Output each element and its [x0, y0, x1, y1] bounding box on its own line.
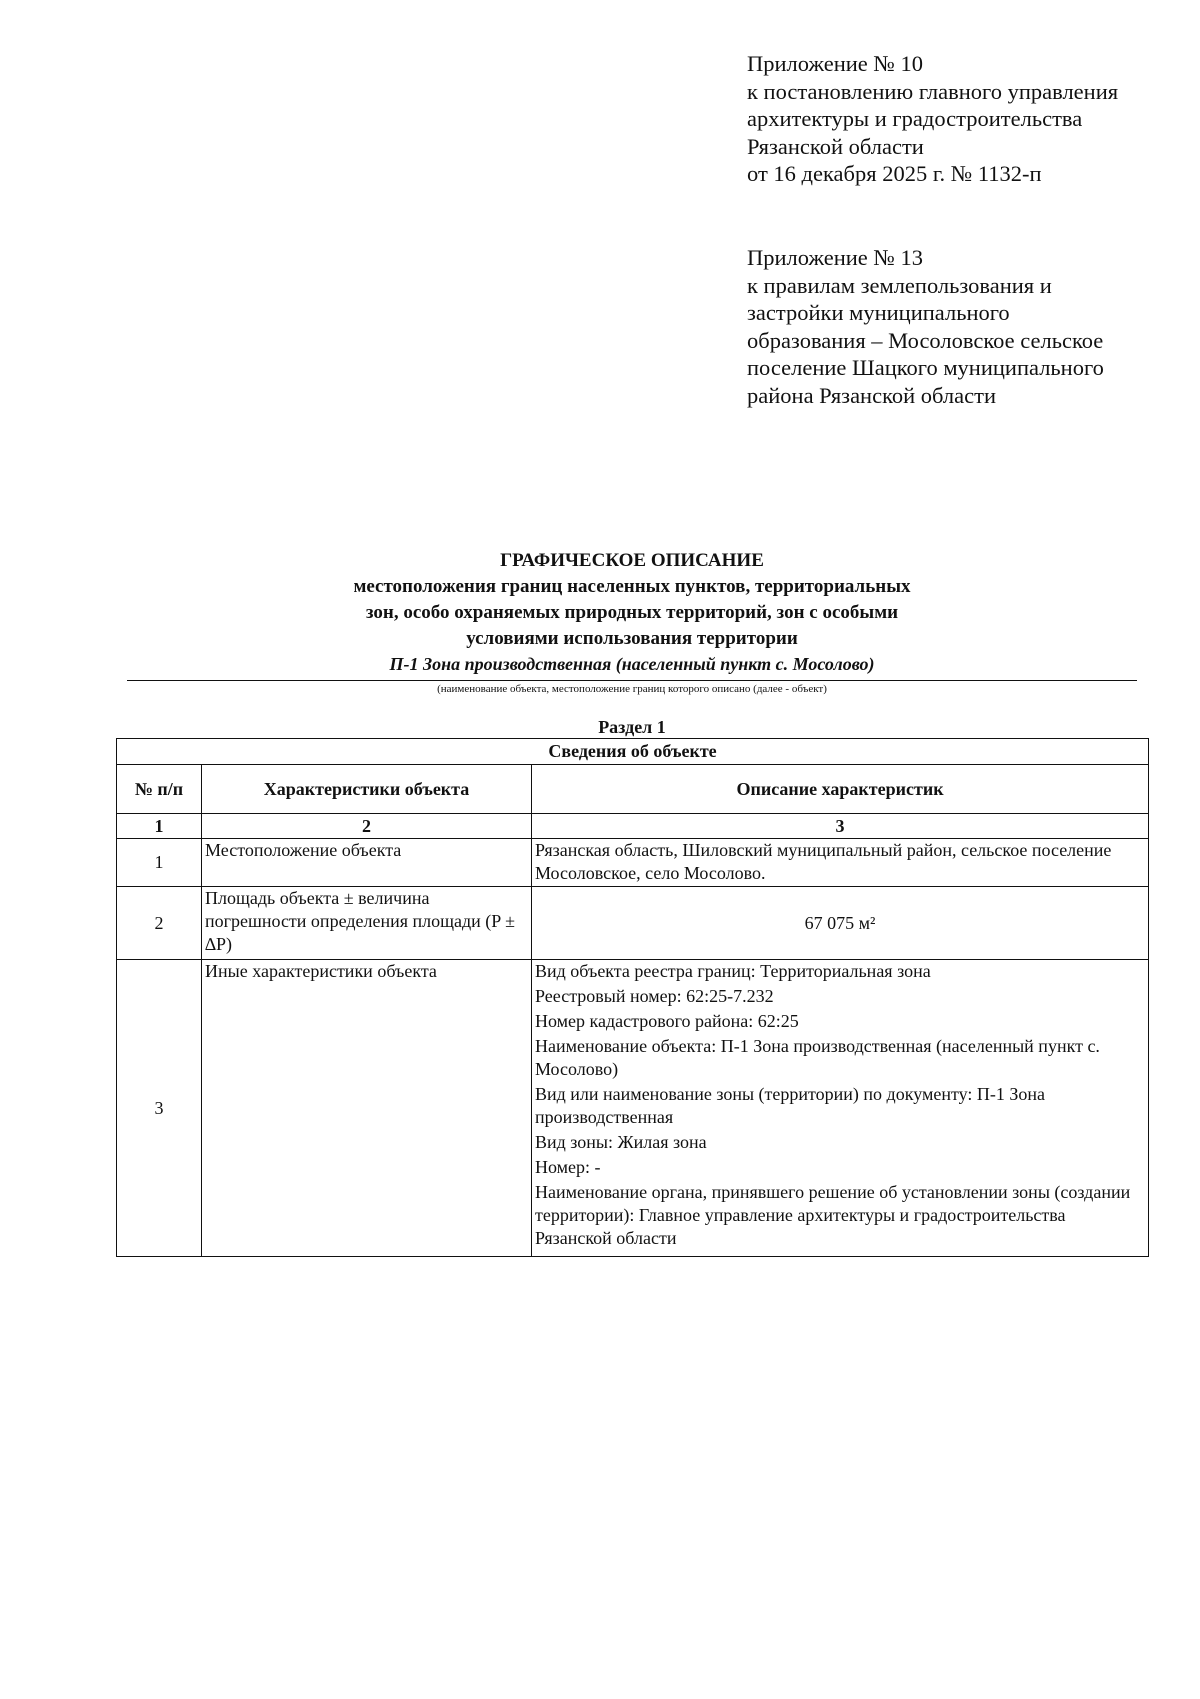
description-line: Наименование объекта: П-1 Зона производственная (населенный пункт с. Мосолово): [535, 1036, 1100, 1079]
description-line: Вид или наименование зоны (территории) по документу: П-1 Зона производственная: [535, 1084, 1046, 1127]
description-line: Вид объекта реестра границ: Территориальная зона: [535, 961, 931, 981]
description-line: Реестровый номер: 62:25-7.232: [535, 986, 774, 1006]
appendix-13-line: поселение Шацкого муниципального: [747, 355, 1104, 380]
table-row: [117, 839, 1149, 887]
object-info-table: [116, 738, 1149, 1257]
appendix-13-line: Приложение № 13: [747, 245, 923, 270]
appendix-10-line: к постановлению главного управления: [747, 78, 1119, 104]
row-description: [532, 960, 1149, 1257]
appendix-13-line: застройки муниципального: [747, 300, 1010, 325]
appendix-13-header: [747, 244, 1104, 409]
appendix-10-line: Рязанской области: [747, 133, 924, 159]
description-line: Наименование органа, принявшего решение об установлении зоны (создании территории): Главное управление архитектуры и градостроительства Рязанской области: [535, 1182, 1131, 1248]
row-number: 3: [117, 960, 202, 1257]
description-line: Номер: -: [535, 1157, 601, 1177]
title-line: зон, особо охраняемых природных территорий, зон с особыми: [365, 602, 899, 623]
title-line: условиями использования территории: [466, 628, 798, 649]
row-number: 1: [117, 839, 202, 887]
table-caption: Сведения об объекте: [117, 739, 1149, 765]
description-line: Вид зоны: Жилая зона: [535, 1132, 707, 1152]
object-name: П-1 Зона производственная (населенный пункт с. Мосолово): [389, 654, 875, 674]
column-number: 2: [202, 814, 532, 839]
appendix-13-line: к правилам землепользования и: [747, 272, 1052, 298]
table-row: [117, 960, 1149, 1257]
column-number: 3: [532, 814, 1149, 839]
row-description: [532, 839, 1149, 887]
object-name-caption: (наименование объекта, местоположение границ которого описано (далее - объект): [437, 683, 827, 695]
appendix-13-line: района Рязанской области: [747, 382, 997, 408]
description-line: Рязанская область, Шиловский муниципальный район, сельское поселение Мосоловское, село Мосолово.: [535, 840, 1112, 883]
document-title: [127, 548, 1137, 676]
column-header-characteristic: Характеристики объекта: [202, 765, 532, 814]
appendix-13-line: образования – Мосоловское сельское: [747, 327, 1104, 353]
row-characteristic: Площадь объекта ± величина погрешности определения площади (P ± ∆P): [202, 887, 532, 960]
title-underline: [127, 680, 1137, 681]
row-number: 2: [117, 887, 202, 960]
appendix-10-line: архитектуры и градостроительства: [747, 106, 1083, 131]
row-description: [532, 887, 1149, 960]
area-value: 67 075 м²: [804, 912, 876, 933]
appendix-10-line: от 16 декабря 2025 г. № 1132-п: [747, 161, 1042, 186]
column-number: 1: [117, 814, 202, 839]
column-header-description: Описание характеристик: [532, 765, 1149, 814]
description-line: Номер кадастрового района: 62:25: [535, 1011, 799, 1031]
title-line: местоположения границ населенных пунктов, территориальных: [353, 576, 911, 597]
appendix-10-line: Приложение № 10: [747, 51, 923, 76]
section-heading: Раздел 1: [598, 717, 666, 737]
table-row: [117, 887, 1149, 960]
appendix-10-header: [747, 50, 1118, 188]
title-line: ГРАФИЧЕСКОЕ ОПИСАНИЕ: [500, 550, 764, 571]
column-header-number: № п/п: [117, 765, 202, 814]
row-characteristic: Местоположение объекта: [202, 839, 532, 887]
row-characteristic: Иные характеристики объекта: [202, 960, 532, 1257]
